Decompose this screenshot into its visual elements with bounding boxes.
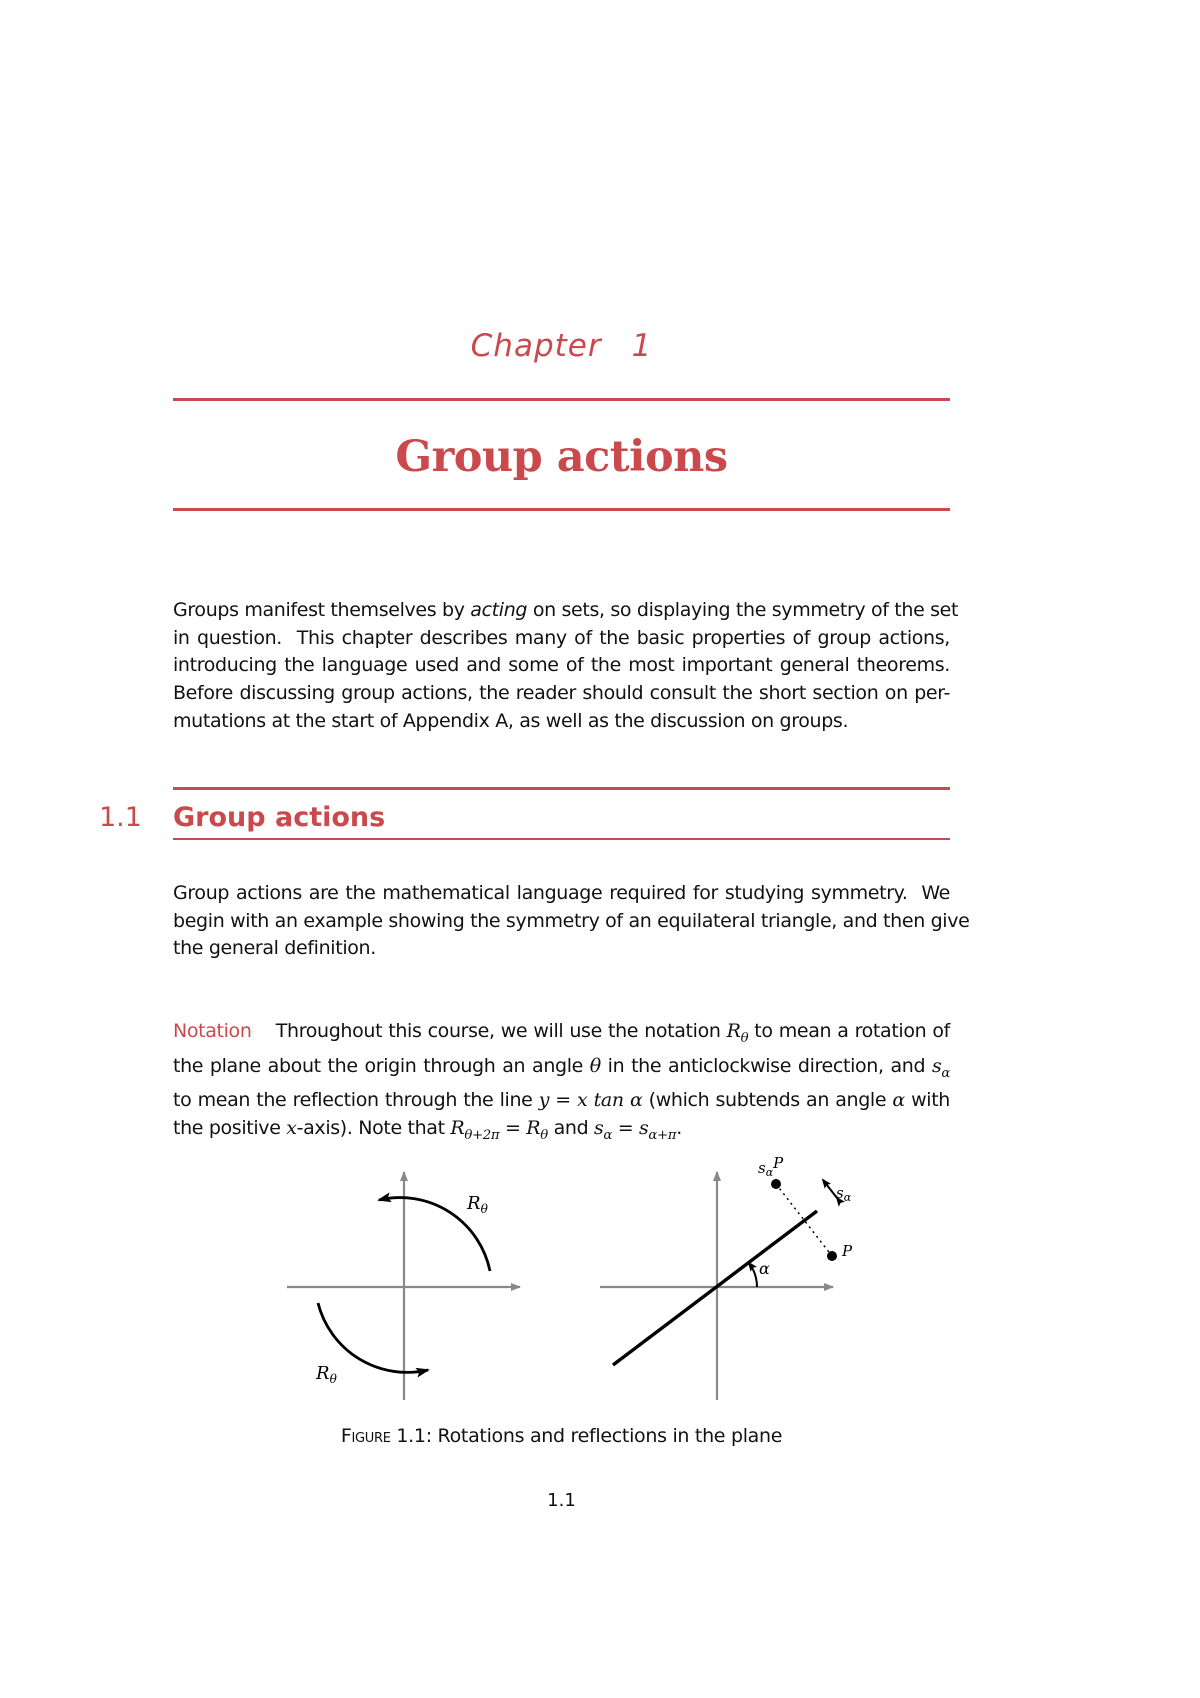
label-s-alpha: $s_\alpha$ <box>836 1184 852 1204</box>
intro-line: introducing the language used and some of the most important general theorems. <box>173 654 950 677</box>
angle-alpha-arc <box>749 1263 757 1287</box>
section-line: the general definition. <box>173 937 376 960</box>
intro-line: in question. This chapter describes many of the basic properties of group actions, <box>173 626 950 649</box>
chapter-word: Chapter <box>470 328 602 364</box>
notation-line: the plane about the origin through an angle θ in the anticlockwise direction, and $s_\alpha$ <box>173 1054 950 1081</box>
label-r-theta-lower: $R_\theta$ <box>316 1363 337 1386</box>
label-s-alpha-p: $s_\alpha P$ <box>758 1155 784 1179</box>
figure-caption <box>173 1425 950 1447</box>
label-p: P <box>842 1242 853 1260</box>
caption-text: Rotations and reflections in the plane <box>431 1425 783 1447</box>
intro-paragraph <box>173 597 959 736</box>
section-number: 1.1 <box>99 802 142 833</box>
rotation-arc-lower <box>318 1303 428 1372</box>
chapter-rule-top <box>173 398 950 401</box>
chapter-number: 1 <box>631 328 653 364</box>
reflection-double-arrow <box>823 1180 837 1198</box>
notation-line: the positive x-axis). Note that $R_{\theta+2\pi} = R_\theta$ and $s_\alpha = s_{\alpha+\pi}$. <box>173 1116 682 1143</box>
section-title: Group actions <box>173 802 386 833</box>
chapter-label <box>173 328 950 364</box>
section-rule-top <box>173 787 950 790</box>
reflection-diagram <box>600 1155 853 1400</box>
notation-line: Notation Throughout this course, we will use the notation $R_\theta$ to mean a rotation of <box>173 1020 950 1046</box>
chapter-rule-bottom <box>173 508 950 511</box>
point-s-alpha-p <box>771 1179 781 1189</box>
section-paragraph <box>173 880 970 963</box>
figure-rotations-reflections <box>270 1155 870 1415</box>
section-line: begin with an example showing the symmetry of an equilateral triangle, and then give <box>173 909 970 932</box>
label-alpha: α <box>759 1259 770 1278</box>
page-number: 1.1 <box>547 1490 576 1511</box>
point-p <box>827 1251 837 1261</box>
notation-heading: Notation <box>173 1020 252 1042</box>
intro-line: Groups manifest themselves by acting on sets, so displaying the symmetry of the set <box>173 599 959 621</box>
caption-prefix: Figure <box>340 1425 391 1447</box>
label-r-theta-upper: $R_\theta$ <box>467 1193 488 1216</box>
intro-line: Before discussing group actions, the reader should consult the short section on per- <box>173 682 950 705</box>
caption-number: 1.1: <box>396 1425 432 1447</box>
intro-line: mutations at the start of Appendix A, as well as the discussion on groups. <box>173 709 849 732</box>
rotation-diagram <box>287 1172 520 1400</box>
notation-line: to mean the reflection through the line y = x tan α (which subtends an angle α with <box>173 1089 950 1111</box>
section-rule-bottom <box>173 838 950 840</box>
section-line: Group actions are the mathematical language required for studying symmetry. We <box>173 882 950 904</box>
notation-paragraph <box>173 1018 950 1149</box>
chapter-title: Group actions <box>395 432 728 482</box>
